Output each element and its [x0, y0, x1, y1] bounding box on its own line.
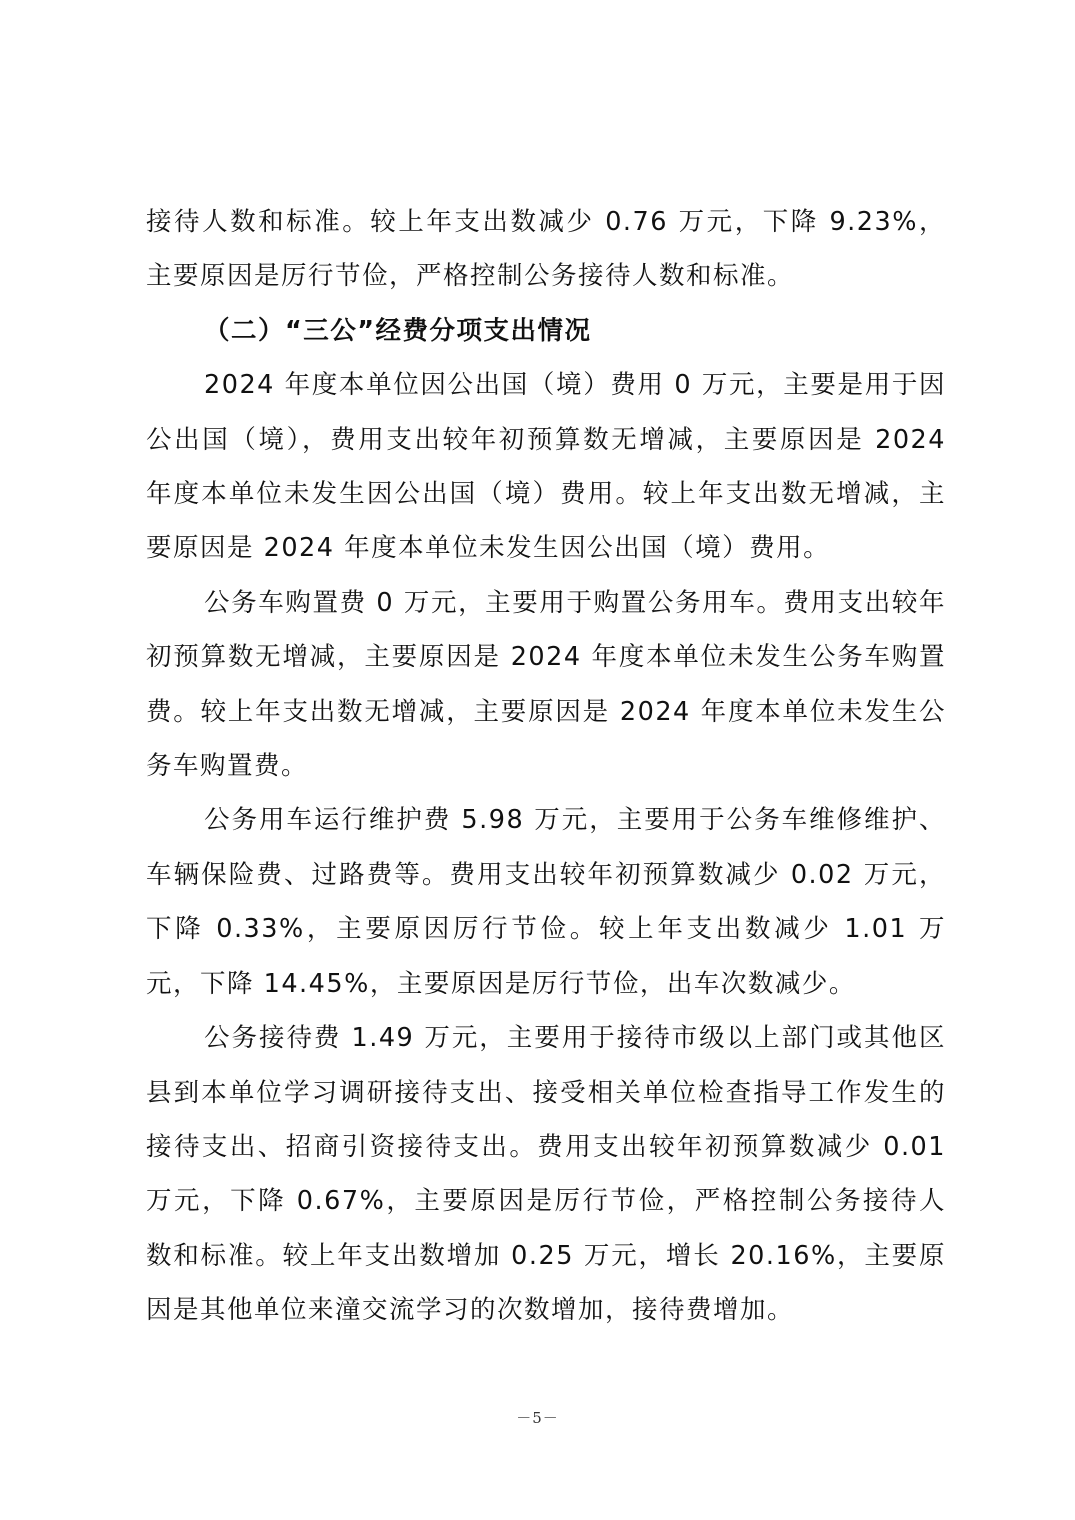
- continuation-paragraph: 接待人数和标准。较上年支出数减少 0.76 万元，下降 9.23%，主要原因是厉行节俭，严格控制公务接待人数和标准。: [146, 207, 946, 292]
- paragraph-vehicle-purchase: 公务车购置费 0 万元，主要用于购置公务用车。费用支出较年初预算数无增减，主要原因是 2024 年度本单位未发生公务车购置费。较上年支出数无增减，主要原因是 2024 年度本单位未发生公务车购置费。: [146, 587, 946, 782]
- document-body: [146, 195, 946, 1338]
- paragraph-overseas-travel: 2024 年度本单位因公出国（境）费用 0 万元，主要是用于因公出国（境），费用支出较年初预算数无增减，主要原因是 2024 年度本单位未发生因公出国（境）费用。较上年支出数无增减，主要原因是 2024 年度本单位未发生因公出国（境）费用。: [146, 370, 946, 564]
- section-heading: （二）“三公”经费分项支出情况: [204, 315, 592, 346]
- page-number: －5－: [516, 1409, 559, 1427]
- paragraph-vehicle-maintenance: 公务用车运行维护费 5.98 万元，主要用于公务车维修维护、车辆保险费、过路费等。费用支出较年初预算数减少 0.02 万元，下降 0.33%，主要原因厉行节俭。较上年支出数减少 1.01 万元，下降 14.45%，主要原因是厉行节俭，出车次数减少。: [146, 805, 946, 999]
- paragraph-reception: 公务接待费 1.49 万元，主要用于接待市级以上部门或其他区县到本单位学习调研接待支出、接受相关单位检查指导工作发生的接待支出、招商引资接待支出。费用支出较年初预算数减少 0.01 万元，下降 0.67%，主要原因是厉行节俭，严格控制公务接待人数和标准。较上年支出数增加 0.25 万元，增长 20.16%，主要原因是其他单位来潼交流学习的次数增加，接待费增加。: [146, 1023, 946, 1326]
